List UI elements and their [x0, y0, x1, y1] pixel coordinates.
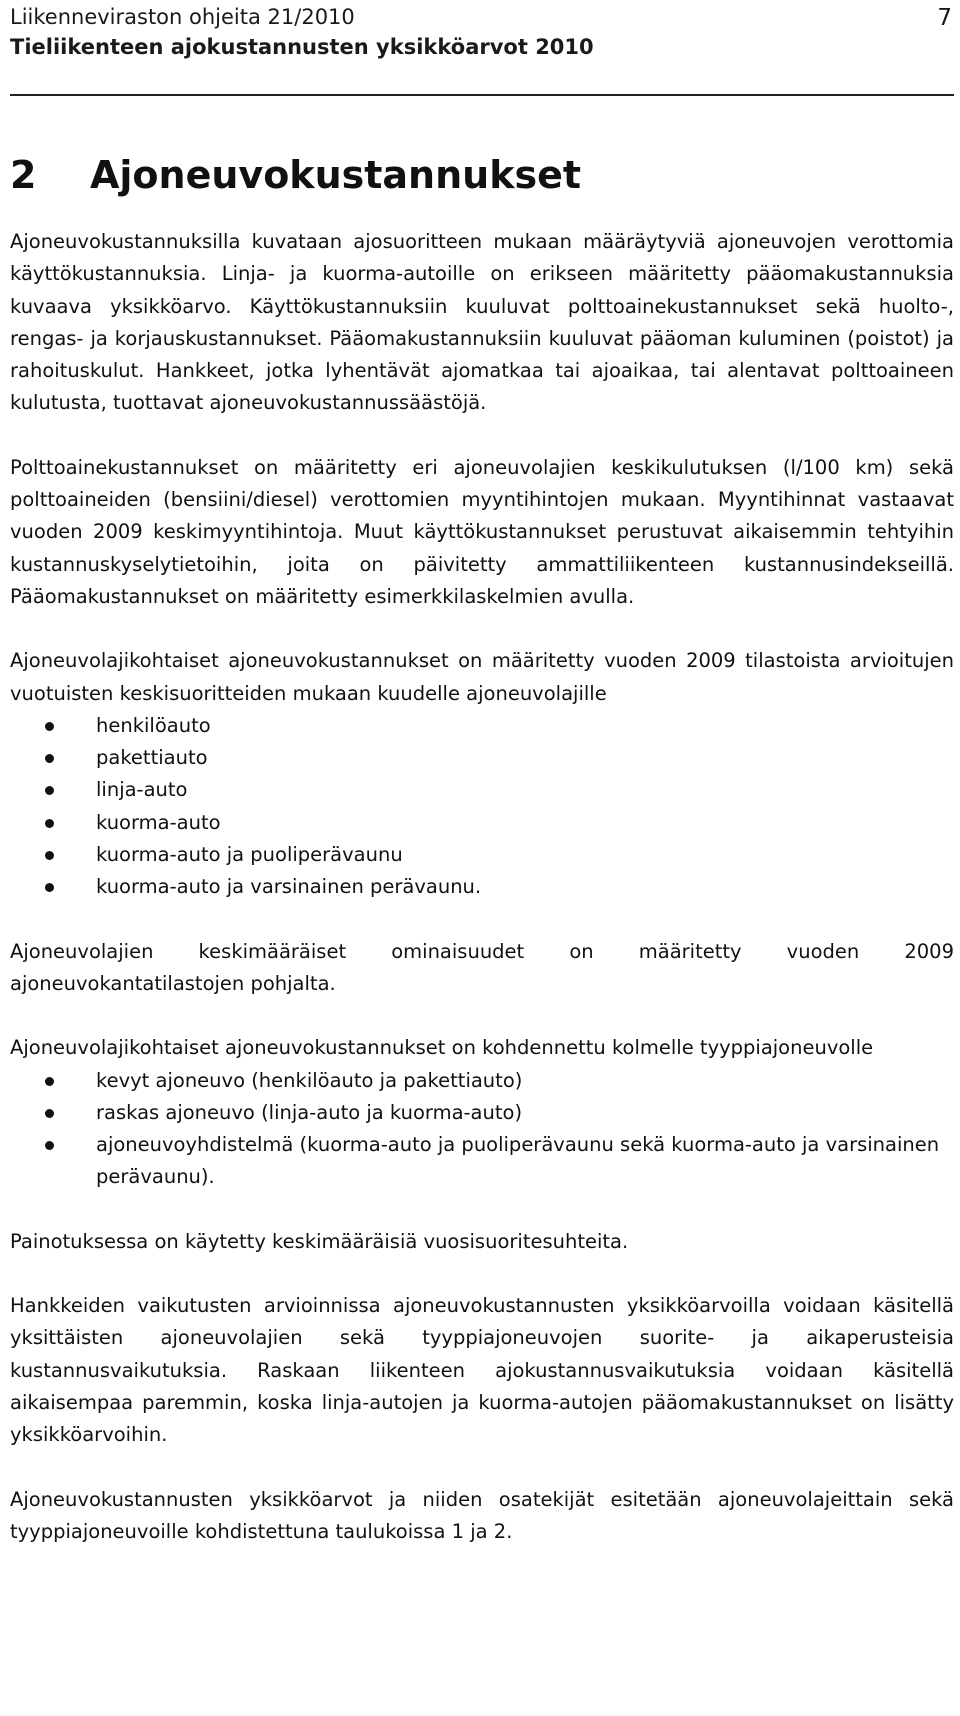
chapter-number: 2: [10, 153, 37, 198]
bullet-icon: [45, 1077, 54, 1086]
paragraph-vehicle-properties: Ajoneuvolajien keskimääräiset ominaisuudet on määritetty vuoden 2009 ajoneuvokantatilastojen pohjalta.: [10, 939, 954, 995]
paragraph-tables-reference: Ajoneuvokustannusten yksikköarvot ja niiden osatekijät esitetään ajoneuvolajeittain sekä tyyppiajoneuvoille kohdistettuna taulukoissa 1 ja 2.: [10, 1487, 954, 1543]
list-item: raskas ajoneuvo (linja-auto ja kuorma-auto): [10, 1097, 954, 1129]
list-item: linja-auto: [10, 774, 954, 806]
document-page: [10, 0, 954, 1716]
publication-series: Liikenneviraston ohjeita 21/2010: [10, 5, 355, 29]
paragraph-impact-assessment: Hankkeiden vaikutusten arvioinnissa ajoneuvokustannusten yksikköarvoilla voidaan käsitellä yksittäisten ajoneuvolajien sekä tyyppiajoneuvojen suorite- ja aikaperusteisia kustannusvaikutuksia. Raskaan liikenteen ajokustannusvaikutuksia voidaan käsitellä aikaisempaa paremmin, koska linja-autojen ja kuorma-autojen pääomakustannukset on lisätty yksikköarvoihin.: [10, 1294, 954, 1447]
header-rule: [10, 94, 954, 96]
bullet-icon: [45, 1141, 54, 1150]
list-item: ajoneuvoyhdistelmä (kuorma-auto ja puoliperävaunu sekä kuorma-auto ja varsinainen perävaunu).: [10, 1129, 954, 1194]
paragraph-weighting: Painotuksessa on käytetty keskimääräisiä vuosisuoritesuhteita.: [10, 1229, 629, 1253]
paragraph-fuel-costs: Polttoainekustannukset on määritetty eri ajoneuvolajien keskikulutuksen (l/100 km) sekä polttoaineiden (bensiini/diesel) verottomien myyntihintojen mukaan. Myyntihinnat vastaavat vuoden 2009 keskimyyntihintoja. Muut käyttökustannukset perustuvat aikaisemmin tehtyihin kustannuskyselytietoihin, joita on päivitetty ammattiliikenteen kustannusindekseillä. Pääomakustannukset on määritetty esimerkkilaskelmien avulla.: [10, 455, 954, 608]
bullet-icon: [45, 722, 54, 731]
publication-title: Tieliikenteen ajokustannusten yksikköarvot 2010: [10, 35, 594, 59]
bullet-icon: [45, 1109, 54, 1118]
list-item: kuorma-auto: [10, 807, 954, 839]
list-item: kevyt ajoneuvo (henkilöauto ja pakettiauto): [10, 1065, 954, 1097]
type-vehicle-list: [10, 1065, 954, 1194]
chapter-title: Ajoneuvokustannukset: [90, 153, 582, 198]
bullet-icon: [45, 754, 54, 763]
page-number: 7: [937, 5, 952, 31]
paragraph-vehicle-class-costs: Ajoneuvolajikohtaiset ajoneuvokustannukset on määritetty vuoden 2009 tilastoista arvioitujen vuotuisten keskisuoritteiden mukaan kuudelle ajoneuvolajille: [10, 649, 954, 705]
list-item: kuorma-auto ja puoliperävaunu: [10, 839, 954, 871]
body-text: [10, 226, 954, 1580]
bullet-icon: [45, 786, 54, 795]
list-item: henkilöauto: [10, 710, 954, 742]
bullet-icon: [45, 883, 54, 892]
bullet-icon: [45, 851, 54, 860]
running-header: [10, 2, 954, 98]
bullet-icon: [45, 819, 54, 828]
paragraph-type-vehicles: Ajoneuvolajikohtaiset ajoneuvokustannukset on kohdennettu kolmelle tyyppiajoneuvolle: [10, 1036, 874, 1060]
list-item: kuorma-auto ja varsinainen perävaunu.: [10, 871, 954, 903]
chapter-heading: [10, 152, 581, 198]
vehicle-class-list: [10, 710, 954, 904]
list-item: pakettiauto: [10, 742, 954, 774]
paragraph-vehicle-costs-definition: Ajoneuvokustannuksilla kuvataan ajosuoritteen mukaan määräytyviä ajoneuvojen verottomia käyttökustannuksia. Linja- ja kuorma-autoille on erikseen määritetty pääomakustannuksia kuvaava yksikköarvo. Käyttökustannuksiin kuuluvat polttoainekustannukset sekä huolto-, rengas- ja korjauskustannukset. Pääomakustannuksiin kuuluvat pääoman kuluminen (poistot) ja rahoituskulut. Hankkeet, jotka lyhentävät ajomatkaa tai ajoaikaa, tai alentavat polttoaineen kulutusta, tuottavat ajoneuvokustannussäästöjä.: [10, 230, 954, 415]
